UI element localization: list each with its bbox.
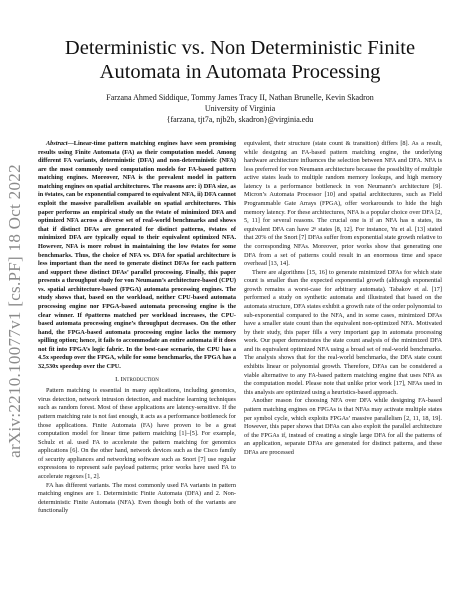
abstract-text: —Linear-time pattern matching engines have seen promising results using Finite Automata (FA) as their computation model. Among different FA variants, deterministic (DFA) and non-deterministic (NFA) are the most commonly used computation models for FA-based pattern matching engines. Moreover, NFA is the prevalent model in pattern matching engines on spatial architectures. The reasons are: i) DFA size, as in #states, can be exponential compared to equivalent NFA, ii) DFA cannot exploit the massive parallelism available on spatial architectures. This paper performs an empirical study on the #state of minimized DFA and optimized NFA across a diverse set of real-world benchmarks and shows that if distinct DFAs are generated for distinct patterns, #states of minimized DFA are typically equal to their equivalent optimized NFA. However, NFA is more robust in maintaining the low #states for some benchmarks. Thus, the choice of NFA vs. DFA for spatial architecture is less important than the need to generate distinct DFAs for each pattern and support these distinct DFAs’ parallel processing. Finally, this paper presents a throughput study for von Neumann’s architecture-based (CPU) vs. spatial architecture-based (FPGA) automata processing engines. The study shows that, based on the workload, neither CPU-based automata processing engine nor FPGA-based automata processing engine is the clear winner. If #patterns matched per workload increases, the CPU-based automata processing engine’s throughput decreases. On the other hand, the FPGA-based automata processing engine lacks the memory spilling option; hence, it fails to accommodate an entire automata if it does not fit into FPGA’s logic fabric. In the best-case scenario, the CPU has a 4.5x speedup over the FPGA, while for some benchmarks, the FPGA has a 32,530x speedup over the CPU. xyxy=(38,140,236,371)
body-paragraph: Another reason for choosing NFA over DFA while designing FA-based pattern matching engines on FPGAs is that NFAs may activate multiple states per symbol cycle, which exploits FPGAs’ massive parallelism [2, 11, 18, 19]. However, this paper shows that DFAs can also exploit the parallel architecture of the FPGAs if, instead of creating a single large DFA for all the patterns of an application, separate DFAs are generated for distinct patterns, and these DFAs are processed xyxy=(244,397,442,456)
left-column xyxy=(38,140,236,610)
paper-title xyxy=(40,36,440,84)
arxiv-stamp xyxy=(2,164,28,458)
right-column xyxy=(244,140,442,610)
author-block xyxy=(40,92,440,125)
body-paragraph: equivalent, their structure (state count & transition) differs [8]. As a result, while designing an FA-based pattern matching engine, the underlying hardware architecture influences the selection between NFA and DFA. NFA is less preferred for von Neumann architecture because the possibility of multiple active states leads to multiple random memory lookups, and high memory latency is a performance bottleneck in von Neumann’s architecture [9]. Micron’s Automata Processor [10] and spatial architectures, such as Field Programmable Gate Arrays (FPGA), offer workarounds to hide the high memory latency. For these architectures, NFA is a popular choice over DFA [2, 5, 11] for several reasons. The crucial one is if an NFA has n states, its equivalent DFA can have 2ⁿ states [8, 12]. For instance, Yu et al. [13] stated that 20% of the Snort [7] DFAs suffer from exponential state growth relative to the corresponding NFAs. Moreover, prior works show that generating one DFA from a set of patterns could result in an enormous time and space overhead [13, 14]. xyxy=(244,140,442,268)
affiliation: University of Virginia xyxy=(204,104,276,113)
body-paragraph: Pattern matching is essential in many applications, including genomics, virus detection, network intrusion detection, and machine learning techniques such as random forest. Most of these applications are latency-sensitive. If the pattern matching rate is not fast enough, it acts as a performance bottleneck for those applications. Finite Automata (FA) have proven to be a great computation model for linear time pattern matching [1]–[5]. For example, Schulz et al. used FA to accelerate the pattern matching for genomics applications [6]. On the other hand, network devices such as the Cisco family of security appliances and networking software such as Snort [7] use regular expressions to represent safe payload patterns; prior works have used FA to accelerate regexes [1, 2]. xyxy=(38,387,236,480)
section-heading-introduction: I. Introduction xyxy=(115,375,159,383)
body-paragraph: There are algorithms [15, 16] to generate minimized DFAs for which state count is smaller than the expected exponential growth (although exponential growth remains a worst-case for arbitrary automata). Tabakov et al. [17] performed a study on synthetic automata and illustrated that based on the automata structure, DFA states exhibit a growth rate of the order polynomial to sub-exponential compared to the NFA, and in some cases, minimized DFAs have a smaller state count than the equivalent non-optimized NFA. Motivated by their study, this paper fills a very important gap in automata processing work. Our paper demonstrates the state count analysis of the minimized DFA and its equivalent optimized NFA using a broad set of real-world benchmarks. The analysis shows that for the real-world benchmarks, the DFA state count exhibits linear or polynomial growth. Therefore, DFAs can be considered a viable alternative to any FA-based pattern matching engine that uses NFA as the computation model. Please note that unlike prior work [17], NFAs used in this analysis are optimized using a heuristics-based approach. xyxy=(244,268,442,396)
arxiv-stamp-text: arXiv:2210.10077v1 [cs.PF] 18 Oct 2022 xyxy=(5,164,24,458)
abstract-label: Abstract xyxy=(46,140,68,147)
author-names: Farzana Ahmed Siddique, Tommy James Tracy II, Nathan Brunelle, Kevin Skadron xyxy=(106,93,374,102)
abstract xyxy=(38,140,236,372)
body-paragraph: FA has different variants. The most commonly used FA variants in pattern matching engines are 1. Deterministic Finite Automata (DFA) and 2. Non-deterministic Finite Automata (NFA). Even though both of the variants are functionally xyxy=(38,481,236,515)
title-line-2: Automata in Automata Processing xyxy=(99,61,381,83)
author-emails: {farzana, tjt7a, njb2b, skadron}@virginia.edu xyxy=(166,115,314,124)
title-line-1: Deterministic vs. Non Deterministic Finite xyxy=(64,37,416,59)
